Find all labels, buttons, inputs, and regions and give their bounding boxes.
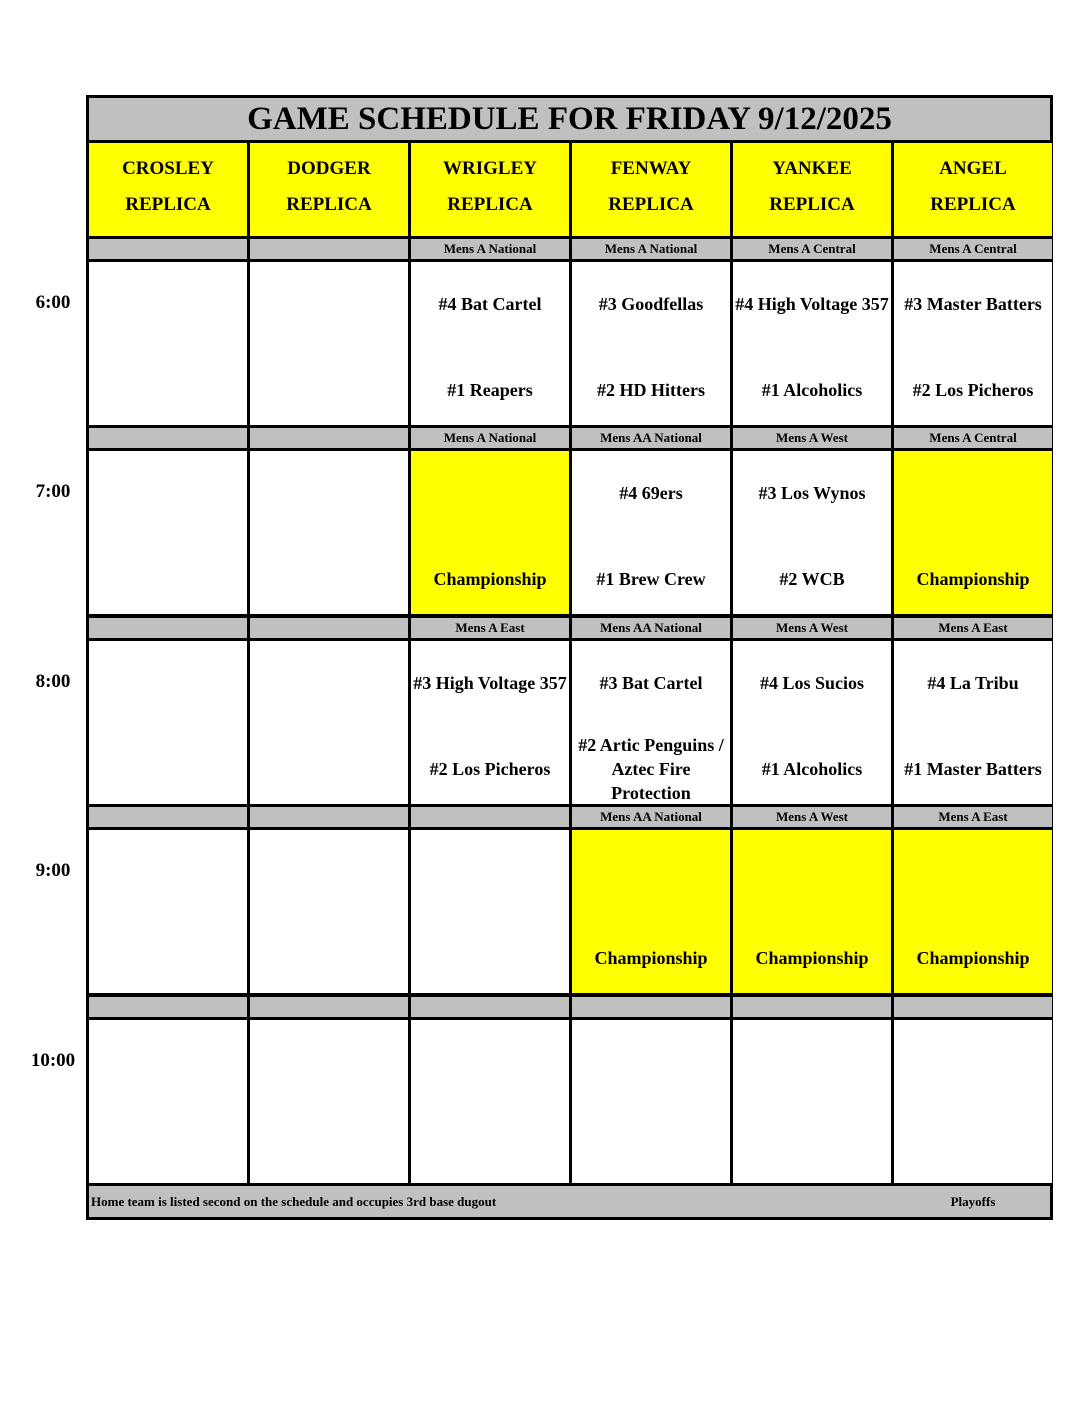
division-label [250,807,408,827]
division-label [411,807,569,827]
game-cell [733,641,891,804]
game-cell [894,641,1052,804]
away-team: #3 High Voltage 357 [413,673,567,693]
field-header-dodger [250,143,408,236]
championship-label: Championship [594,948,708,968]
empty-game-cell [250,830,408,993]
championship-game-cell [894,451,1052,614]
away-team: #4 Los Sucios [759,673,865,693]
time-label: 8:00 [35,671,71,692]
division-label [89,618,247,638]
division-label: Mens A National [411,239,569,259]
field-header-wrigley [411,143,569,236]
home-team: #2 HD Hitters [597,380,705,400]
field-header-yankee [733,143,891,236]
empty-game-cell [250,451,408,614]
division-label [250,428,408,448]
division-label: Mens A West [733,807,891,827]
empty-game-cell [89,451,247,614]
division-label [250,618,408,638]
schedule-table [86,95,1053,1220]
division-label: Mens AA National [572,807,730,827]
field-subtitle: REPLICA [769,194,855,215]
footer-playoffs-label: Playoffs [950,1194,996,1209]
division-label: Mens A East [894,807,1052,827]
championship-label: Championship [916,948,1030,968]
field-subtitle: REPLICA [930,194,1016,215]
empty-game-cell [411,1020,569,1183]
footer-bar [89,1186,1050,1217]
home-team: #1 Brew Crew [596,569,706,589]
home-team: #1 Reapers [447,380,533,400]
home-team: #2 Artic Penguins / Aztec Fire Protection [578,735,724,803]
empty-game-cell [250,1020,408,1183]
time-label: 7:00 [35,481,71,502]
empty-game-cell [894,1020,1052,1183]
time-label: 10:00 [30,1050,76,1071]
field-name: WRIGLEY [443,158,537,179]
empty-game-cell [89,1020,247,1183]
field-header-crosley [89,143,247,236]
empty-game-cell [250,641,408,804]
field-subtitle: REPLICA [286,194,372,215]
division-label: Mens AA National [572,428,730,448]
division-label: Mens A West [733,618,891,638]
field-subtitle: REPLICA [125,194,211,215]
footer-note: Home team is listed second on the schedule and occupies 3rd base dugout [91,1194,497,1209]
away-team: #3 Master Batters [904,294,1042,314]
schedule-title: GAME SCHEDULE FOR FRIDAY 9/12/2025 [89,98,1050,140]
game-cell [572,641,730,804]
championship-game-cell [411,451,569,614]
division-label [250,239,408,259]
field-name: CROSLEY [122,158,214,179]
division-label [733,997,891,1017]
field-name: FENWAY [610,158,692,179]
field-name: ANGEL [939,158,1007,179]
away-team: #4 La Tribu [927,673,1019,693]
game-cell [733,262,891,425]
championship-game-cell [572,830,730,993]
game-cell [572,262,730,425]
away-team: #3 Los Wynos [758,483,866,503]
empty-game-cell [89,830,247,993]
field-subtitle: REPLICA [608,194,694,215]
division-label [89,997,247,1017]
home-team: #1 Alcoholics [761,380,863,400]
home-team: #2 Los Picheros [429,759,551,779]
field-name: YANKEE [772,158,852,179]
game-cell [894,262,1052,425]
championship-label: Championship [755,948,869,968]
game-cell [733,451,891,614]
home-team: #2 Los Picheros [912,380,1034,400]
field-name: DODGER [287,158,371,179]
away-team: #3 Bat Cartel [599,673,703,693]
time-label: 9:00 [35,860,71,881]
game-cell [572,451,730,614]
championship-label: Championship [916,569,1030,589]
championship-game-cell [733,830,891,993]
home-team: #1 Alcoholics [761,759,863,779]
division-label [894,997,1052,1017]
division-label: Mens A East [894,618,1052,638]
empty-game-cell [89,262,247,425]
division-label: Mens A West [733,428,891,448]
division-label: Mens AA National [572,618,730,638]
field-header-angel [894,143,1052,236]
division-label: Mens A National [411,428,569,448]
game-cell [411,641,569,804]
division-label [411,997,569,1017]
division-label [572,997,730,1017]
division-label [250,997,408,1017]
home-team: #1 Master Batters [904,759,1042,779]
away-team: #4 Bat Cartel [438,294,542,314]
division-label [89,428,247,448]
division-label [89,239,247,259]
division-label: Mens A Central [894,239,1052,259]
division-label: Mens A Central [733,239,891,259]
empty-game-cell [572,1020,730,1183]
championship-label: Championship [433,569,547,589]
division-label [89,807,247,827]
division-label: Mens A Central [894,428,1052,448]
game-cell [411,262,569,425]
field-header-fenway [572,143,730,236]
division-label: Mens A National [572,239,730,259]
field-subtitle: REPLICA [447,194,533,215]
empty-game-cell [250,262,408,425]
away-team: #4 69ers [619,483,683,503]
empty-game-cell [733,1020,891,1183]
championship-game-cell [894,830,1052,993]
empty-game-cell [411,830,569,993]
home-team: #2 WCB [779,569,845,589]
away-team: #4 High Voltage 357 [735,294,889,314]
empty-game-cell [89,641,247,804]
time-label: 6:00 [35,292,71,313]
division-label: Mens A East [411,618,569,638]
away-team: #3 Goodfellas [598,294,704,314]
